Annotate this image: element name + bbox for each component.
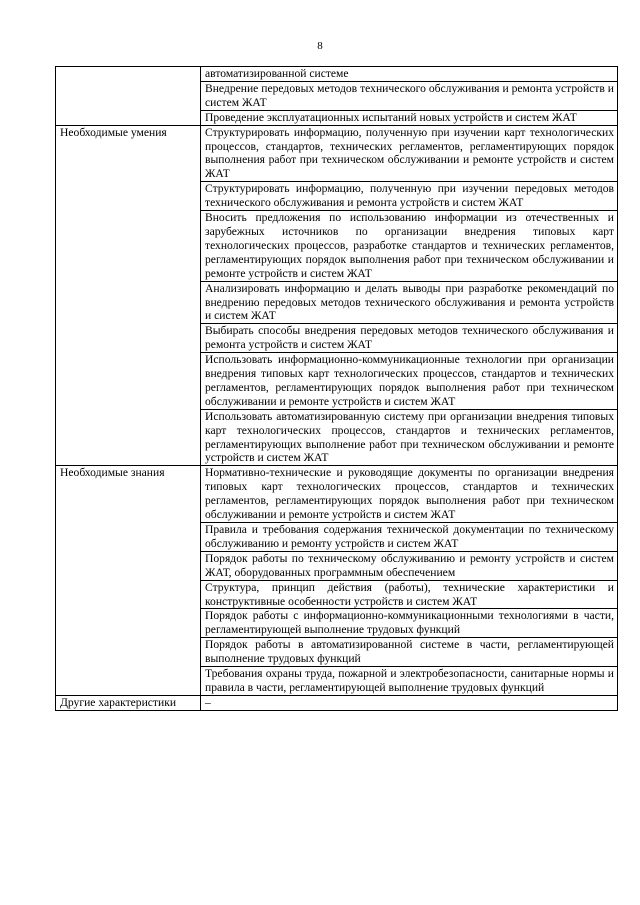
table-cell: – [201, 695, 618, 710]
table-cell: Вносить предложения по использованию информации из отечественных и зарубежных источников по организации внедрения типовых карт технологических процессов, разработке стандартов и технических регламентов, регламентирующих порядок выполнения работ при техническом обслуживании и ремонте устройств и систем ЖАТ [201, 211, 618, 282]
page-number: 8 [317, 40, 323, 52]
table-cell: Правила и требования содержания технической документации по техническому обслуживанию и ремонту устройств и систем ЖАТ [201, 523, 618, 552]
table-row [56, 125, 618, 182]
row-label-continuation [56, 67, 201, 126]
characteristics-table [55, 66, 618, 711]
row-label-knowledge: Необходимые знания [56, 466, 201, 696]
table-row [56, 67, 618, 82]
row-label-skills: Необходимые умения [56, 125, 201, 466]
table-row [56, 466, 618, 523]
table-cell: Структура, принцип действия (работы), технические характеристики и конструктивные особенности устройств и систем ЖАТ [201, 580, 618, 609]
table-cell: Порядок работы в автоматизированной системе в части, регламентирующей выполнение трудовых функций [201, 638, 618, 667]
table-row [56, 695, 618, 710]
row-label-other: Другие характеристики [56, 695, 201, 710]
table-cell: Использовать информационно-коммуникационные технологии при организации внедрения типовых карт технологических процессов, стандартов и технических регламентов, регламентирующих порядок выполнения работ при техническом обслуживании и ремонте устройств и систем ЖАТ [201, 353, 618, 410]
table-cell: Выбирать способы внедрения передовых методов технического обслуживания и ремонта устройств и систем ЖАТ [201, 324, 618, 353]
table-cell: Структурировать информацию, полученную при изучении передовых методов технического обслуживания и ремонта устройств и систем ЖАТ [201, 182, 618, 211]
table-cell: Проведение эксплуатационных испытаний новых устройств и систем ЖАТ [201, 110, 618, 125]
table-cell: Порядок работы с информационно-коммуникационными технологиями в части, регламентирующей выполнение трудовых функций [201, 609, 618, 638]
table-cell: Внедрение передовых методов технического обслуживания и ремонта устройств и систем ЖАТ [201, 81, 618, 110]
table-cell: автоматизированной системе [201, 67, 618, 82]
table-cell: Использовать автоматизированную систему при организации внедрения типовых карт технологических процессов, стандартов и технических регламентов, регламентирующих выполнение работ при техническом обслуживании и ремонте устройств и систем ЖАТ [201, 409, 618, 466]
table-cell: Требования охраны труда, пожарной и электробезопасности, санитарные нормы и правила в части, регламентирующей выполнение трудовых функций [201, 667, 618, 696]
table-cell: Порядок работы по техническому обслуживанию и ремонту устройств и систем ЖАТ, оборудованных программным обеспечением [201, 551, 618, 580]
table-cell: Анализировать информацию и делать выводы при разработке рекомендаций по внедрению передовых методов технического обслуживания и ремонта устройств и систем ЖАТ [201, 281, 618, 324]
table-cell: Структурировать информацию, полученную при изучении карт технологических процессов, стандартов, технических регламентов, регламентирующих порядок выполнения работ при техническом обслуживании и ремонте устройств и систем ЖАТ [201, 125, 618, 182]
table-cell: Нормативно-технические и руководящие документы по организации внедрения типовых карт технологических процессов, стандартов и технических регламентов, регламентирующих порядок выполнения работ при техническом обслуживании и ремонте устройств и систем ЖАТ [201, 466, 618, 523]
